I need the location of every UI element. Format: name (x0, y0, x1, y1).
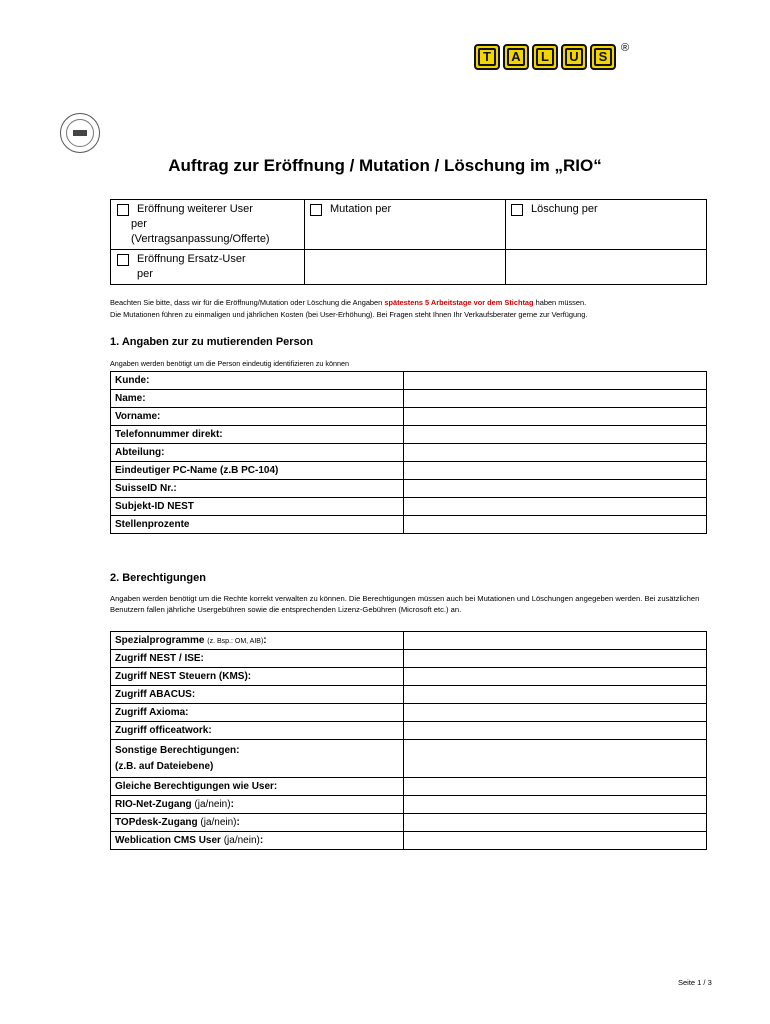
field-input[interactable] (404, 462, 707, 480)
table-row (111, 796, 707, 814)
table-row (111, 372, 707, 390)
new-user-note: (Vertragsanpassung/Offerte) (131, 233, 270, 245)
field-label: Zugriff ABACUS: (111, 686, 404, 704)
field-label: Spezialprogramme (z. Bsp.: OM, AIB): (111, 632, 404, 650)
field-label: Vorname: (111, 408, 404, 426)
field-input[interactable] (404, 722, 707, 740)
field-label: Zugriff NEST / ISE: (111, 650, 404, 668)
table-row (111, 462, 707, 480)
field-input[interactable] (404, 480, 707, 498)
logo-letter: T (478, 48, 496, 66)
field-input[interactable] (404, 426, 707, 444)
field-input[interactable] (404, 814, 707, 832)
deletion-label: Löschung per (531, 203, 598, 215)
table-row (111, 390, 707, 408)
field-label: Eindeutiger PC-Name (z.B PC-104) (111, 462, 404, 480)
mutation-label: Mutation per (330, 203, 392, 215)
section1-heading: 1. Angaben zur zu mutierenden Person (110, 336, 314, 348)
field-label: TOPdesk-Zugang (ja/nein): (111, 814, 404, 832)
field-input[interactable] (404, 372, 707, 390)
table-row (111, 704, 707, 722)
field-label: Gleiche Berechtigungen wie User: (111, 778, 404, 796)
logo-letter: L (536, 48, 554, 66)
table-row (111, 650, 707, 668)
certification-seal-icon (60, 113, 100, 153)
request-type-table (110, 199, 707, 285)
field-input[interactable] (404, 668, 707, 686)
notice-line-1: Beachten Sie bitte, dass wir für die Eröffnung/Mutation oder Löschung die Angaben spätestens 5 Arbeitstage vor dem Stichtag haben müssen. (110, 298, 587, 307)
registered-mark: ® (621, 42, 630, 54)
table-row (111, 740, 707, 778)
table-row (111, 686, 707, 704)
field-label: Stellenprozente (111, 516, 404, 534)
logo-letter: A (507, 48, 525, 66)
field-input[interactable] (404, 778, 707, 796)
field-input[interactable] (404, 516, 707, 534)
table-row (111, 668, 707, 686)
permissions-table (110, 631, 707, 850)
replacement-user-label: Eröffnung Ersatz-User (137, 253, 246, 265)
section2-text: Angaben werden benötigt um die Rechte korrekt verwalten zu können. Die Berechtigungen müssen auch bei Mutationen und Löschungen angegeben werden. Bei zusätzlichen Benutzern fallen jährliche Usergebühren sowie die entsprechenden Lizenz-Gebühren (Microsoft etc.) an. (110, 594, 700, 614)
field-input[interactable] (404, 390, 707, 408)
talus-logo (474, 44, 616, 70)
section2-heading: 2. Berechtigungen (110, 572, 206, 584)
table-row (111, 814, 707, 832)
field-label: RIO-Net-Zugang (ja/nein): (111, 796, 404, 814)
section1-hint: Angaben werden benötigt um die Person eindeutig identifizieren zu können (110, 359, 349, 368)
notice-line-2: Die Mutationen führen zu einmaligen und jährlichen Kosten (bei User-Erhöhung). Bei Fragen steht Ihnen Ihr Verkaufsberater gerne zur Verfügung. (110, 310, 588, 319)
field-input[interactable] (404, 408, 707, 426)
table-row (111, 722, 707, 740)
table-row (111, 632, 707, 650)
field-label: Telefonnummer direkt: (111, 426, 404, 444)
field-label: Abteilung: (111, 444, 404, 462)
logo-letter: U (565, 48, 583, 66)
field-input[interactable] (404, 650, 707, 668)
table-row (111, 832, 707, 850)
field-label: Zugriff officeatwork: (111, 722, 404, 740)
deadline-highlight: spätestens 5 Arbeitstage vor dem Stichtag (384, 298, 534, 307)
page-title: Auftrag zur Eröffnung / Mutation / Löschung im „RIO“ (168, 156, 602, 175)
table-row (111, 480, 707, 498)
field-label: Kunde: (111, 372, 404, 390)
person-table (110, 371, 707, 534)
replacement-user-per: per (137, 268, 153, 280)
table-row (111, 778, 707, 796)
table-row (111, 426, 707, 444)
field-input[interactable] (404, 498, 707, 516)
deletion-checkbox[interactable] (511, 204, 523, 216)
field-input[interactable] (404, 632, 707, 650)
mutation-checkbox[interactable] (310, 204, 322, 216)
field-label: Sonstige Berechtigungen: (z.B. auf Dateiebene) (111, 740, 404, 778)
field-label: SuisseID Nr.: (111, 480, 404, 498)
table-row (111, 498, 707, 516)
field-label: Subjekt-ID NEST (111, 498, 404, 516)
field-label: Name: (111, 390, 404, 408)
field-input[interactable] (404, 740, 707, 778)
field-input[interactable] (404, 704, 707, 722)
field-label: Weblication CMS User (ja/nein): (111, 832, 404, 850)
field-input[interactable] (404, 686, 707, 704)
new-user-per: per (131, 218, 147, 230)
field-input[interactable] (404, 832, 707, 850)
new-user-checkbox[interactable] (117, 204, 129, 216)
page-number: Seite 1 / 3 (678, 978, 712, 987)
field-input[interactable] (404, 796, 707, 814)
field-label: Zugriff NEST Steuern (KMS): (111, 668, 404, 686)
table-row (111, 516, 707, 534)
new-user-label: Eröffnung weiterer User (137, 203, 253, 215)
replacement-user-checkbox[interactable] (117, 254, 129, 266)
table-row (111, 444, 707, 462)
field-label: Zugriff Axioma: (111, 704, 404, 722)
field-input[interactable] (404, 444, 707, 462)
logo-letter: S (594, 48, 612, 66)
table-row (111, 408, 707, 426)
